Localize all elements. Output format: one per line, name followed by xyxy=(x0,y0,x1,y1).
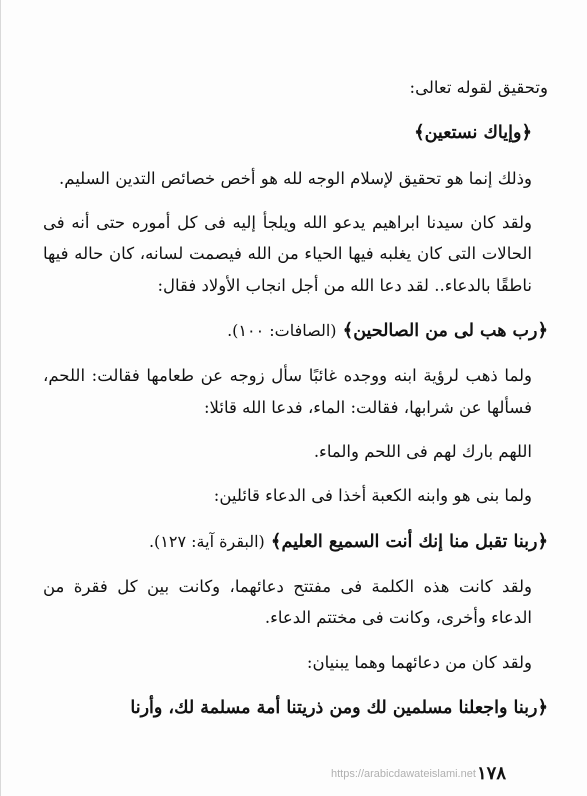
quran-quote-1 xyxy=(43,116,548,150)
paragraph-6: ولقد كان من دعائهما وهما يبنيان: xyxy=(306,652,532,672)
quote-open-bracket: ﴿ xyxy=(537,530,548,552)
quote-text: رب هب لى من الصالحين xyxy=(353,320,538,341)
prayer-line: اللهم بارك لهم فى اللحم والماء. xyxy=(313,441,532,461)
quote-close-bracket: ﴾ xyxy=(414,122,425,144)
paragraph-5: ولقد كانت هذه الكلمة فى مفتتح دعائهما، وكانت بين كل فقرة من الدعاء وأخرى، وكانت فى مختتم الدعاء. xyxy=(43,576,532,628)
quote-close-bracket: ﴾ xyxy=(342,319,354,341)
page-body xyxy=(43,72,548,737)
quote-open-bracket: ﴿ xyxy=(537,319,548,341)
page-footer xyxy=(1,758,587,784)
quote-close-bracket: ﴾ xyxy=(270,530,282,552)
paragraph-4: ولما بنى هو وابنه الكعبة أخذا فى الدعاء قائلين: xyxy=(213,486,532,506)
quote-reference: (البقرة آية: ١٢٧). xyxy=(148,531,265,551)
quote-open-bracket: ﴿ xyxy=(521,122,532,144)
quote-text: ربنا تقبل منا إنك أنت السميع العليم xyxy=(281,531,538,552)
quote-text: ربنا واجعلنا مسلمين لك ومن ذريتنا أمة مسلمة لك، وأرنا xyxy=(130,697,538,718)
quote-open-bracket: ﴿ xyxy=(537,696,548,718)
watermark-url: https://arabicdawateislami.net xyxy=(331,768,476,780)
intro-line: وتحقيق لقوله تعالى: xyxy=(409,78,548,97)
quran-quote-4 xyxy=(43,691,548,725)
quote-reference: (الصافات: ١٠٠). xyxy=(227,320,337,340)
page-number: ١٧٨ xyxy=(477,763,507,784)
quran-quote-2 xyxy=(43,314,548,348)
paragraph-2: ولقد كان سيدنا ابراهيم يدعو الله ويلجأ إليه فى كل أموره حتى أنه فى الحالات التى كان يغلبه فيها الحياء من الله فيصمت لسانه، كان حاله فيها ناطقًا بالدعاء.. لقد دعا الله من أجل انجاب الأولاد فقال: xyxy=(43,212,532,295)
paragraph-3: ولما ذهب لرؤية ابنه ووجده غائبًا سأل زوجه عن طعامها فقالت: اللحم، فسألها عن شرابها، فقالت: الماء، فدعا الله قائلا: xyxy=(43,366,532,417)
paragraph-1: وذلك إنما هو تحقيق لإسلام الوجه لله هو أخص خصائص التدين السليم. xyxy=(58,168,532,188)
quran-quote-3 xyxy=(43,525,548,559)
quote-text: وإياك نستعين xyxy=(424,123,522,144)
